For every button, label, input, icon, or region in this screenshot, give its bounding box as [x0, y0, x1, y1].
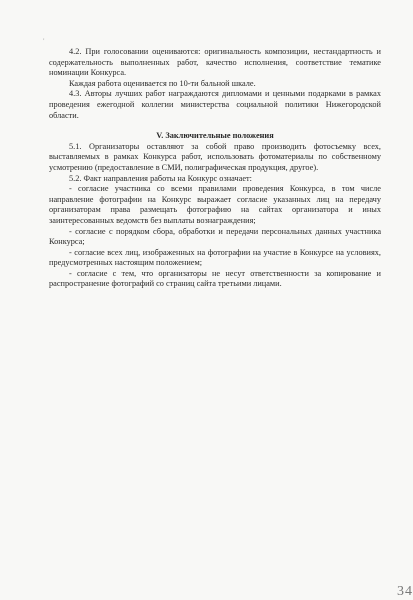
paragraph-4-2-note: Каждая работа оценивается по 10-ти бальной шкале.	[69, 78, 256, 88]
list-item-consent-personal-data: - согласие с порядком сбора, обработки и передачи персональных данных участника Конкурса;	[49, 226, 381, 247]
paragraph-4-3: 4.3. Авторы лучших работ награждаются дипломами и ценными подарками в рамках проведения ежегодной коллегии министерства социальной политики Нижегородской области.	[49, 89, 381, 120]
list-item-consent-depicted-persons: - согласие всех лиц, изображенных на фотографии на участие в Конкурсе на условиях, предусмотренных настоящим положением;	[49, 247, 381, 268]
list-item-consent-copying: - согласие с тем, что организаторы не несут ответственности за копирование и распространение фотографий со страниц сайта третьими лицами.	[49, 268, 381, 289]
paragraph-5-2: 5.2. Факт направления работы на Конкурс означает:	[69, 173, 252, 183]
list-item-consent-rules: - согласие участника со всеми правилами проведения Конкурса, в том числе направление фотографии на Конкурс выражает согласие указанных лиц на передачу организаторам права размещать фотографию на сайтах организатора и иных заинтересованных ведомств без выплаты вознаграждения;	[49, 184, 381, 225]
paragraph-5-1: 5.1. Организаторы оставляют за собой право производить фотосъемку всех, выставляемых в рамках Конкурса работ, использовать фотоматериалы по собственному усмотрению (предоставление в СМИ, полиграфическая продукция, другое).	[49, 141, 381, 172]
scan-mark: ,	[43, 35, 45, 41]
document-body	[49, 47, 381, 290]
page-number: 34	[397, 584, 413, 599]
paragraph-4-2: 4.2. При голосовании оцениваются: оригинальность композиции, нестандартность и содержательность выполненных работ, качество исполнения, соответствие тематике номинации Конкурса.	[49, 47, 381, 78]
section-title: V. Заключительные положения	[156, 131, 274, 141]
